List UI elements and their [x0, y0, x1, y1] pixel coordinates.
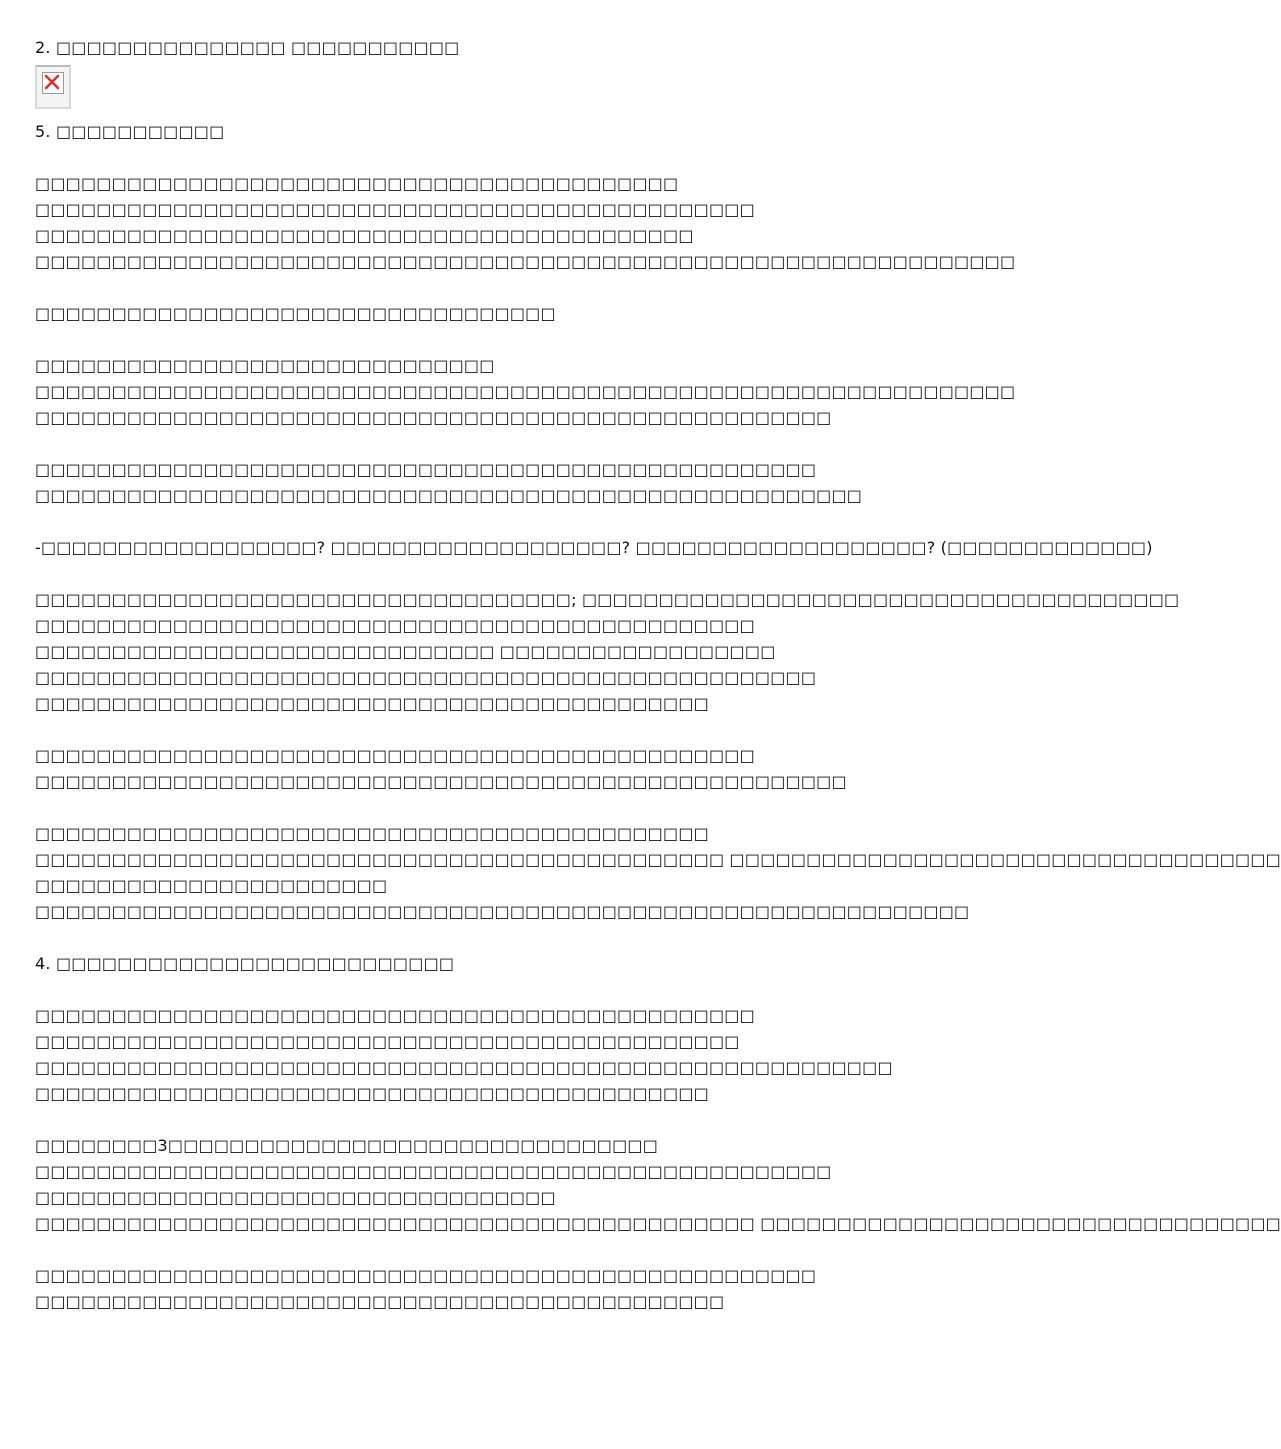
paragraph-line: □□□□□□□□3□□□□□□□□□□□□□□□□□□□□□□□□□□□□□□□□ [35, 1136, 659, 1155]
paragraph-line: □□□□□□□□□□□□□□□□□□□□□□□□□□□□□□□□□□□□□□□□□□□□□□□ [35, 746, 755, 765]
section-heading-4: 4. □□□□□□□□□□□□□□□□□□□□□□□□□□ [35, 954, 455, 973]
paragraph-line: □□□□□□□□□□□□□□□□□□□□□□□□□□□□□□□□□□□□□□□□□□□□□□□□□□□□□□ [35, 486, 863, 505]
paragraph-line: □□□□□□□□□□□□□□□□□□□□□□□□□□□□□□□□□□□□□□□□□□□□□□□□□□□□□□□□□□□□□ [35, 902, 970, 921]
paragraph-line: □□□□□□□□□□□□□□□□□□□□□□□□□□□□□□□□□□□□□□□□□□□□□□□□□□□□ [35, 1162, 832, 1181]
paragraph [35, 535, 1153, 561]
broken-image-icon [35, 65, 71, 109]
paragraph-line: □□□□□□□□□□□□□□□□□□□□□□□□□□□□□□□□□□ [35, 304, 556, 323]
paragraph-line: □□□□□□□□□□□□□□□□□□□□□□□□□□□□□□□□□□□□□□□□□□□□□□□□□□□□□□□□□□□□□□□□ [35, 382, 1016, 401]
paragraph-line: □□□□□□□□□□□□□□□□□□□□□□□□□□□□□□□□□□□; □□□□□□□□□□□□□□□□□□□□□□□□□□□□□□□□□□□□□□□ [35, 590, 1180, 609]
paragraph-line: □□□□□□□□□□□□□□□□□□□□□□□□□□□□□□□□□□□□□□□□□□□□□□□ [35, 616, 755, 635]
paragraph-line: □□□□□□□□□□□□□□□□□□□□□□□□□□□□□□ [35, 356, 495, 375]
section-heading-5: 5. □□□□□□□□□□□ [35, 122, 225, 141]
paragraph-line: □□□□□□□□□□□□□□□□□□□□□□□□□□□□□□□□□□□□□□□□□□□□□□□□□□□ [35, 1266, 817, 1285]
paragraph [35, 301, 1004, 327]
paragraph-line: □□□□□□□□□□□□□□□□□□□□□□□□□□□□□□□□□□□□□□□□□□□□□□□ [35, 200, 755, 219]
paragraph-line: □□□□□□□□□□□□□□□□□□□□□□□□□□□□□□□□□□□□□□□□□□ [35, 174, 679, 193]
paragraph-line: □□□□□□□□□□□□□□□□□□□□□□□□□□□□□□□□□□□□□□□□□□□□□□□□□□□□ [35, 408, 832, 427]
paragraph [35, 587, 1180, 717]
paragraph [35, 457, 1004, 509]
paragraph-line: □□□□□□□□□□□□□□□□□□□□□□□□□□□□□□□□□□ [35, 1188, 556, 1207]
paragraph-line: □□□□□□□□□□□□□□□□□□□□□□□□□□□□□□□□□□□□□□□□□□□□ [35, 824, 709, 843]
paragraph-line: □□□□□□□□□□□□□□□□□□□□□□□□□□□□□□□□□□□□□□□□□□□□ [35, 694, 709, 713]
paragraph-line: □□□□□□□□□□□□□□□□□□□□□□□□□□□□□□ □□□□□□□□□□□□□□□□□□ [35, 642, 776, 661]
section-heading-2: 2. □□□□□□□□□□□□□□□ □□□□□□□□□□□ [35, 38, 460, 57]
paragraph [35, 743, 1004, 795]
paragraph-line: □□□□□□□□□□□□□□□□□□□□□□□□□□□□□□□□□□□□□□□□□□□□□ □□□□□□□□□□□□□□□□□□□□□□□□□□□□□□□□□□□□ [35, 850, 1281, 869]
paragraph-line: □□□□□□□□□□□□□□□□□□□□□□□□□□□□□□□□□□□□□□□□□□□□□□□□□□□□□□□□ [35, 1058, 893, 1077]
paragraph [35, 171, 1016, 275]
document-page [35, 35, 1281, 1315]
paragraph-line: □□□□□□□□□□□□□□□□□□□□□□□□□□□□□□□□□□□□□□□□□□□□□□□□□□□□□ [35, 772, 847, 791]
paragraph-line: □□□□□□□□□□□□□□□□□□□□□□□□□□□□□□□□□□□□□□□□□□□□□□□□□□□ [35, 460, 817, 479]
paragraph-line: □□□□□□□□□□□□□□□□□□□□□□□□□□□□□□□□□□□□□□□□□□□□□ [35, 1292, 725, 1311]
paragraph-line: □□□□□□□□□□□□□□□□□□□□□□□ [35, 876, 388, 895]
paragraph-line: □□□□□□□□□□□□□□□□□□□□□□□□□□□□□□□□□□□□□□□□□□□□ [35, 1084, 709, 1103]
paragraph-line: □□□□□□□□□□□□□□□□□□□□□□□□□□□□□□□□□□□□□□□□□□□□□□□ □□□□□□□□□□□□□□□□□□□□□□□□□□□□□□□□□□ [35, 1214, 1281, 1233]
paragraph-line: □□□□□□□□□□□□□□□□□□□□□□□□□□□□□□□□□□□□□□□□□□□□□□□ [35, 1006, 755, 1025]
paragraph-line: -□□□□□□□□□□□□□□□□□□? □□□□□□□□□□□□□□□□□□□? □□□□□□□□□□□□□□□□□□□? (□□□□□□□□□□□□□) [35, 538, 1153, 557]
paragraph [35, 821, 1281, 925]
paragraph [35, 1133, 1281, 1237]
paragraph-line: □□□□□□□□□□□□□□□□□□□□□□□□□□□□□□□□□□□□□□□□□□□□□□ [35, 1032, 740, 1051]
paragraph [35, 1003, 1004, 1107]
paragraph [35, 353, 1016, 431]
paragraph-line: □□□□□□□□□□□□□□□□□□□□□□□□□□□□□□□□□□□□□□□□□□□□□□□□□□□ [35, 668, 817, 687]
paragraph-line: □□□□□□□□□□□□□□□□□□□□□□□□□□□□□□□□□□□□□□□□□□□□□□□□□□□□□□□□□□□□□□□□ [35, 252, 1016, 271]
paragraph [35, 1263, 1004, 1315]
paragraph-line: □□□□□□□□□□□□□□□□□□□□□□□□□□□□□□□□□□□□□□□□□□□ [35, 226, 694, 245]
